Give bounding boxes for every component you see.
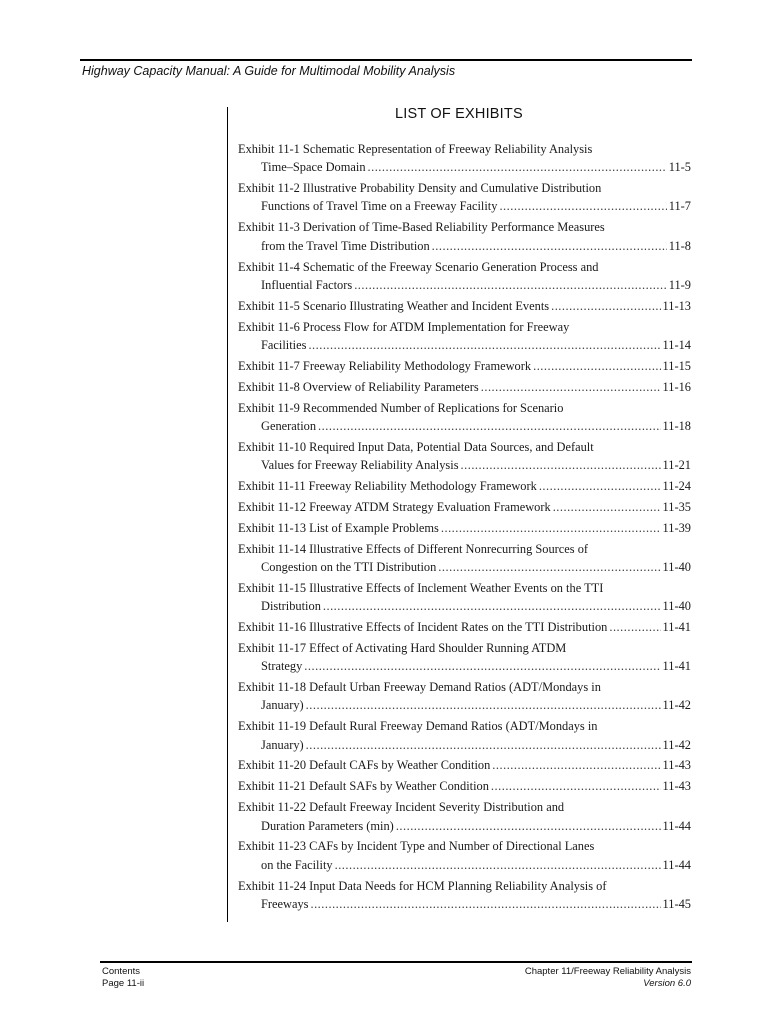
exhibit-title: Exhibit 11-1 Schematic Representation of Freeway Reliability Analysis: [238, 142, 593, 156]
exhibit-title: Exhibit 11-4 Schematic of the Freeway Scenario Generation Process and: [238, 259, 599, 274]
dot-leader: [354, 276, 667, 294]
exhibit-title: Exhibit 11-12 Freeway ATDM Strategy Evaluation Framework: [238, 499, 551, 514]
exhibit-title-continued: on the Facility: [261, 857, 333, 872]
footer-version: Version 6.0: [643, 978, 691, 989]
exhibit-title: Exhibit 11-2 Illustrative Probability Density and Cumulative Distribution: [238, 181, 602, 196]
exhibit-title-continued: Influential Factors: [261, 277, 353, 292]
exhibit-page-number: 11-41: [662, 620, 691, 635]
exhibit-entry[interactable]: [238, 399, 691, 436]
dot-leader: [368, 158, 667, 176]
dot-leader: [533, 357, 660, 375]
exhibit-title-continued: Generation: [261, 418, 317, 433]
dot-leader: [461, 456, 661, 474]
dot-leader: [491, 777, 661, 795]
exhibit-title: Exhibit 11-7 Freeway Reliability Methodology Framework: [238, 358, 532, 373]
exhibit-title: Exhibit 11-3 Derivation of Time-Based Reliability Performance Measures: [238, 220, 605, 235]
exhibit-title-continued: Time–Space Domain: [261, 160, 366, 175]
exhibit-title-continued: January): [261, 737, 304, 752]
exhibit-entry[interactable]: [238, 877, 691, 914]
exhibit-title: Exhibit 11-22 Default Freeway Incident Severity Distribution and: [238, 800, 565, 815]
exhibit-page-number: 11-39: [662, 520, 691, 535]
exhibit-entry[interactable]: [238, 498, 691, 516]
dot-leader: [551, 297, 660, 315]
exhibit-page-number: 11-18: [662, 418, 691, 433]
dot-leader: [304, 657, 660, 675]
exhibit-title: Exhibit 11-24 Input Data Needs for HCM Planning Reliability Analysis of: [238, 878, 607, 893]
exhibit-title: Exhibit 11-8 Overview of Reliability Parameters: [238, 379, 479, 394]
exhibit-entry[interactable]: [238, 378, 691, 396]
exhibit-title: Exhibit 11-15 Illustrative Effects of Inclement Weather Events on the TTI: [238, 580, 604, 595]
exhibit-entry[interactable]: [238, 717, 691, 754]
exhibit-title: Exhibit 11-10 Required Input Data, Potential Data Sources, and Default: [238, 439, 594, 454]
footer-right: [525, 966, 691, 990]
exhibit-page-number: 11-14: [662, 337, 691, 352]
dot-leader: [499, 197, 666, 215]
exhibit-page-number: 11-40: [662, 599, 691, 614]
dot-leader: [323, 597, 661, 615]
exhibit-entry[interactable]: [238, 798, 691, 835]
exhibit-page-number: 11-8: [668, 238, 691, 253]
exhibit-entry[interactable]: [238, 756, 691, 774]
exhibit-title-continued: Duration Parameters (min): [261, 818, 394, 833]
footer-left: [102, 966, 144, 990]
exhibit-title: Exhibit 11-9 Recommended Number of Replications for Scenario: [238, 400, 564, 415]
footer-section: Contents: [102, 966, 141, 977]
exhibit-page-number: 11-44: [662, 818, 691, 833]
exhibit-entry[interactable]: [238, 297, 691, 315]
exhibit-page-number: 11-5: [668, 160, 691, 175]
exhibit-page-number: 11-24: [662, 478, 691, 493]
dot-leader: [539, 477, 661, 495]
exhibit-title: Exhibit 11-6 Process Flow for ATDM Implementation for Freeway: [238, 319, 570, 334]
exhibit-title: Exhibit 11-11 Freeway Reliability Methodology Framework: [238, 478, 537, 493]
exhibit-list: [238, 140, 691, 916]
exhibit-entry[interactable]: [238, 837, 691, 874]
exhibit-entry[interactable]: [238, 519, 691, 537]
exhibit-title-continued: Values for Freeway Reliability Analysis: [261, 458, 459, 473]
footer-rule: [100, 961, 692, 963]
exhibit-title-continued: Congestion on the TTI Distribution: [261, 559, 437, 574]
exhibit-page-number: 11-35: [662, 499, 691, 514]
dot-leader: [609, 618, 660, 636]
exhibit-entry[interactable]: [238, 179, 691, 216]
exhibit-title-continued: Strategy: [261, 659, 303, 674]
exhibit-title: Exhibit 11-23 CAFs by Incident Type and Number of Directional Lanes: [238, 839, 595, 854]
exhibit-entry[interactable]: [238, 777, 691, 795]
dot-leader: [481, 378, 661, 396]
exhibit-page-number: 11-42: [662, 698, 691, 713]
exhibit-page-number: 11-43: [662, 779, 691, 794]
exhibit-title: Exhibit 11-19 Default Rural Freeway Demand Ratios (ADT/Mondays in: [238, 719, 598, 734]
dot-leader: [492, 756, 660, 774]
dot-leader: [318, 417, 661, 435]
exhibit-title-continued: Facilities: [261, 337, 307, 352]
dot-leader: [310, 895, 660, 913]
exhibit-page-number: 11-43: [662, 758, 691, 773]
exhibit-title: Exhibit 11-21 Default SAFs by Weather Condition: [238, 779, 489, 794]
dot-leader: [441, 519, 661, 537]
dot-leader: [306, 736, 661, 754]
exhibit-page-number: 11-9: [668, 277, 691, 292]
exhibit-title: Exhibit 11-17 Effect of Activating Hard Shoulder Running ATDM: [238, 640, 567, 655]
exhibit-title-continued: Distribution: [261, 599, 321, 614]
exhibit-title-continued: January): [261, 698, 304, 713]
exhibit-title: Exhibit 11-20 Default CAFs by Weather Condition: [238, 758, 491, 773]
exhibit-entry[interactable]: [238, 318, 691, 355]
exhibit-title-continued: from the Travel Time Distribution: [261, 238, 430, 253]
exhibit-page-number: 11-40: [662, 559, 691, 574]
running-header: Highway Capacity Manual: A Guide for Multimodal Mobility Analysis: [82, 64, 456, 78]
exhibit-title: Exhibit 11-13 List of Example Problems: [238, 520, 439, 535]
exhibit-entry[interactable]: [238, 540, 691, 577]
exhibit-entry[interactable]: [238, 438, 691, 475]
exhibit-page-number: 11-15: [662, 358, 691, 373]
dot-leader: [432, 237, 667, 255]
footer-page-number: Page 11-ii: [102, 978, 145, 989]
dot-leader: [553, 498, 661, 516]
exhibit-title: Exhibit 11-5 Scenario Illustrating Weather and Incident Events: [238, 298, 550, 313]
exhibit-title-continued: Functions of Travel Time on a Freeway Facility: [261, 199, 498, 214]
exhibit-entry[interactable]: [238, 579, 691, 616]
exhibit-page-number: 11-41: [662, 659, 691, 674]
exhibit-page-number: 11-16: [662, 379, 691, 394]
exhibit-entry[interactable]: [238, 678, 691, 715]
exhibit-entry[interactable]: [238, 357, 691, 375]
exhibit-entry[interactable]: [238, 477, 691, 495]
dot-leader: [335, 856, 661, 874]
exhibit-page-number: 11-13: [662, 298, 691, 313]
exhibit-title-continued: Freeways: [261, 896, 309, 911]
page-title: LIST OF EXHIBITS: [395, 106, 523, 122]
exhibit-entry[interactable]: [238, 618, 691, 636]
exhibit-title: Exhibit 11-18 Default Urban Freeway Demand Ratios (ADT/Mondays in: [238, 680, 601, 695]
dot-leader: [306, 696, 661, 714]
exhibit-title: Exhibit 11-16 Illustrative Effects of Incident Rates on the TTI Distribution: [238, 620, 608, 635]
exhibit-page-number: 11-21: [662, 458, 691, 473]
dot-leader: [308, 336, 660, 354]
dot-leader: [396, 817, 661, 835]
footer-chapter: Chapter 11/Freeway Reliability Analysis: [524, 966, 691, 977]
exhibit-page-number: 11-45: [662, 896, 691, 911]
exhibit-entry[interactable]: [238, 639, 691, 676]
margin-rule: [227, 107, 228, 922]
exhibit-entry[interactable]: [238, 140, 691, 177]
exhibit-page-number: 11-42: [662, 737, 691, 752]
exhibit-page-number: 11-7: [668, 199, 691, 214]
exhibit-entry[interactable]: [238, 218, 691, 255]
exhibit-page-number: 11-44: [662, 857, 691, 872]
exhibit-entry[interactable]: [238, 258, 691, 295]
exhibit-title: Exhibit 11-14 Illustrative Effects of Different Nonrecurring Sources of: [238, 541, 589, 556]
header-rule: [80, 59, 692, 61]
dot-leader: [438, 558, 660, 576]
